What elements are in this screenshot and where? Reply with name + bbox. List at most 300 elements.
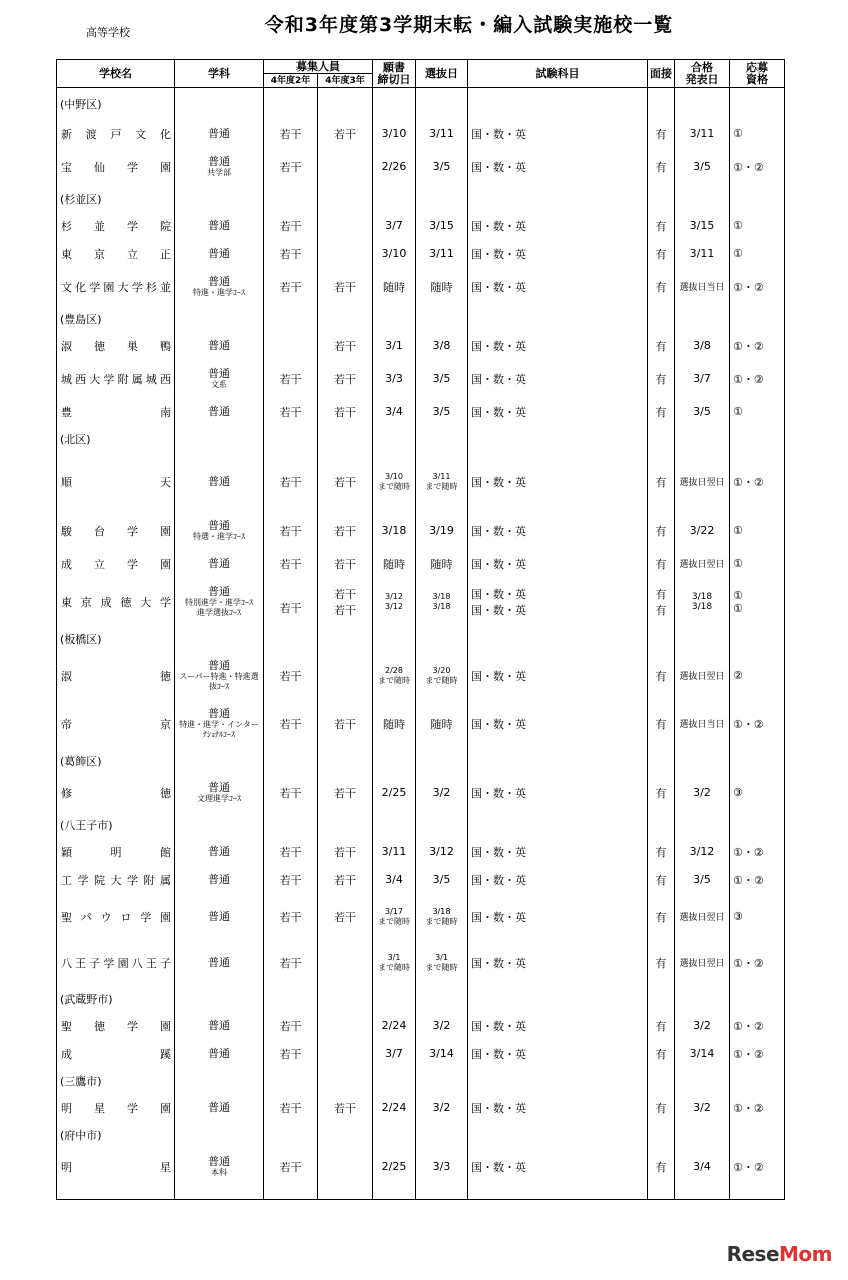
- exam-day: 3/15: [416, 212, 468, 240]
- subjects: 国・数・英: [468, 838, 648, 866]
- empty-cell: [468, 626, 648, 652]
- interview: 有 有: [648, 578, 675, 626]
- empty-cell: [468, 812, 648, 838]
- school-name-text: 工 学 院 大 学 附 属: [61, 873, 171, 887]
- subjects: 国・数・英: [468, 452, 648, 512]
- empty-cell: [648, 426, 675, 452]
- empty-cell: [318, 426, 373, 452]
- recruit-y2: 若干: [264, 212, 318, 240]
- school-row: [57, 838, 785, 866]
- empty-cell: [648, 748, 675, 774]
- deadline: 3/3: [373, 360, 416, 398]
- dept-cell: [175, 866, 264, 894]
- region-row: [57, 1122, 785, 1148]
- region-row: [57, 306, 785, 332]
- school-name-text: 駿 台 学 園: [61, 524, 171, 538]
- empty-cell: [373, 1068, 416, 1094]
- empty-cell: [264, 1068, 318, 1094]
- empty-cell: [648, 1122, 675, 1148]
- resemom-logo: [727, 1242, 832, 1266]
- recruit-y3: 若干: [318, 774, 373, 812]
- region-label: (三鷹市): [57, 1068, 175, 1094]
- school-row: [57, 1094, 785, 1122]
- empty-cell: [468, 1122, 648, 1148]
- exam-day: 3/11: [416, 120, 468, 148]
- result-date: 選抜日翌日: [675, 894, 730, 940]
- empty-cell: [416, 748, 468, 774]
- school-name-text: 順 天: [61, 475, 171, 489]
- subjects: 国・数・英: [468, 332, 648, 360]
- subjects: 国・数・英: [468, 240, 648, 268]
- deadline: 3/4: [373, 398, 416, 426]
- subjects: 国・数・英: [468, 652, 648, 700]
- result-date: 3/5: [675, 148, 730, 186]
- dept-cell: [175, 652, 264, 700]
- school-row: [57, 120, 785, 148]
- logo-accent: Mom: [779, 1242, 832, 1266]
- logo-main: Rese: [726, 1242, 780, 1266]
- recruit-y2: 若干: [264, 1094, 318, 1122]
- dept-main: 普通: [208, 584, 230, 598]
- deadline: 3/7: [373, 1040, 416, 1068]
- school-name-text: 八 王 子 学 園 八 王 子: [61, 956, 171, 970]
- interview: 有: [648, 332, 675, 360]
- school-name: [57, 240, 175, 268]
- school-row: [57, 398, 785, 426]
- exam-day: 随時: [416, 268, 468, 306]
- recruit-y3: 若干: [318, 360, 373, 398]
- school-name: [57, 452, 175, 512]
- recruit-y3: 若干: [318, 838, 373, 866]
- dept-cell: [175, 894, 264, 940]
- school-name-text: 成 立 学 園: [61, 557, 171, 571]
- deadline: 3/10: [373, 120, 416, 148]
- school-name: [57, 838, 175, 866]
- empty-cell: [416, 186, 468, 212]
- empty-cell: [318, 748, 373, 774]
- dept-main: 普通: [208, 246, 230, 260]
- col-recruit-y3: 4年度3年: [318, 74, 373, 88]
- empty-cell: [416, 986, 468, 1012]
- subjects: 国・数・英: [468, 866, 648, 894]
- col-recruit-y2: 4年度2年: [264, 74, 318, 88]
- empty-cell: [468, 1068, 648, 1094]
- dept-cell: [175, 1040, 264, 1068]
- school-row: [57, 1012, 785, 1040]
- dept-main: 普通: [208, 1100, 230, 1114]
- dept-main: 普通: [208, 909, 230, 923]
- dept-main: 普通: [208, 844, 230, 858]
- empty-cell: [730, 88, 785, 120]
- empty-cell: [675, 748, 730, 774]
- result-date: 3/7: [675, 360, 730, 398]
- school-name-text: 帝 京: [61, 717, 171, 731]
- qualification: ①・②: [730, 866, 785, 894]
- school-name: [57, 332, 175, 360]
- region-label: (北区): [57, 426, 175, 452]
- school-row: [57, 700, 785, 748]
- school-name-text: 聖 徳 学 園: [61, 1019, 171, 1033]
- empty-cell: [175, 1122, 264, 1148]
- region-row: [57, 812, 785, 838]
- recruit-y2: 若干: [264, 452, 318, 512]
- school-row: [57, 332, 785, 360]
- qualification: ①・②: [730, 1094, 785, 1122]
- region-label: (葛飾区): [57, 748, 175, 774]
- empty-cell: [416, 306, 468, 332]
- school-name-text: 城 西 大 学 附 属 城 西: [61, 372, 171, 386]
- qualification: ①・②: [730, 148, 785, 186]
- exam-day: 3/20 まで随時: [416, 652, 468, 700]
- result-date: 3/11: [675, 120, 730, 148]
- dept-cell: [175, 512, 264, 550]
- exam-day: 3/12: [416, 838, 468, 866]
- recruit-y2: 若干: [264, 700, 318, 748]
- recruit-y3: 若干: [318, 512, 373, 550]
- dept-cell: [175, 838, 264, 866]
- deadline: 2/24: [373, 1012, 416, 1040]
- empty-cell: [675, 186, 730, 212]
- empty-cell: [264, 1186, 318, 1200]
- result-date: 選抜日当日: [675, 700, 730, 748]
- empty-cell: [675, 306, 730, 332]
- result-date: 3/12: [675, 838, 730, 866]
- dept-course: 特選・進学ｺｰｽ: [193, 531, 245, 541]
- exam-day: 3/19: [416, 512, 468, 550]
- qualification: ①: [730, 240, 785, 268]
- interview: 有: [648, 894, 675, 940]
- empty-cell: [648, 1068, 675, 1094]
- empty-cell: [416, 812, 468, 838]
- interview: 有: [648, 700, 675, 748]
- school-name-text: 杉 並 学 院: [61, 219, 171, 233]
- dept-cell: [175, 1094, 264, 1122]
- interview: 有: [648, 120, 675, 148]
- recruit-y2: 若干: [264, 268, 318, 306]
- empty-cell: [468, 986, 648, 1012]
- interview: 有: [648, 452, 675, 512]
- empty-cell: [648, 88, 675, 120]
- empty-cell: [468, 88, 648, 120]
- recruit-y3: [318, 1012, 373, 1040]
- school-name-text: 東 京 成 徳 大 学: [61, 595, 171, 609]
- empty-cell: [730, 986, 785, 1012]
- empty-cell: [175, 186, 264, 212]
- recruit-y3: 若干: [318, 550, 373, 578]
- school-table: [56, 59, 785, 1200]
- dept-cell: [175, 578, 264, 626]
- result-date: 3/14: [675, 1040, 730, 1068]
- deadline: 2/25: [373, 774, 416, 812]
- region-label: (中野区): [57, 88, 175, 120]
- dept-course: 特進・進学ｺｰｽ: [193, 287, 245, 297]
- region-label: (豊島区): [57, 306, 175, 332]
- region-row: [57, 426, 785, 452]
- col-deadline: 願書 締切日: [373, 60, 416, 88]
- qualification: ①・②: [730, 268, 785, 306]
- dept-cell: [175, 240, 264, 268]
- deadline: 3/12 3/12: [373, 578, 416, 626]
- recruit-y2: 若干: [264, 512, 318, 550]
- recruit-y3: 若干: [318, 332, 373, 360]
- empty-cell: [648, 1186, 675, 1200]
- empty-cell: [675, 1186, 730, 1200]
- empty-cell: [648, 986, 675, 1012]
- school-name-text: 新 渡 戸 文 化: [61, 127, 171, 141]
- empty-cell: [468, 426, 648, 452]
- empty-cell: [373, 1186, 416, 1200]
- recruit-y2: 若干: [264, 1012, 318, 1040]
- school-name: [57, 940, 175, 986]
- interview: 有: [648, 1012, 675, 1040]
- table-end-spacer: [57, 1186, 785, 1200]
- recruit-y3: [318, 1148, 373, 1186]
- empty-cell: [648, 186, 675, 212]
- dept-course: 特進・進学・インター: [179, 719, 259, 729]
- dept-main: 普通: [208, 518, 230, 532]
- interview: 有: [648, 940, 675, 986]
- dept-cell: [175, 940, 264, 986]
- school-name: [57, 512, 175, 550]
- col-exam-day: 選抜日: [416, 60, 468, 88]
- recruit-y2: 若干: [264, 940, 318, 986]
- empty-cell: [373, 306, 416, 332]
- page-title: [0, 10, 848, 37]
- exam-day: 3/5: [416, 148, 468, 186]
- recruit-y3: [318, 1040, 373, 1068]
- qualification: ①・②: [730, 838, 785, 866]
- school-row: [57, 268, 785, 306]
- school-name-text: 明 星 学 園: [61, 1101, 171, 1115]
- recruit-y3: 若干: [318, 866, 373, 894]
- qualification: ①: [730, 212, 785, 240]
- recruit-y3: 若干: [318, 894, 373, 940]
- recruit-y2: [264, 332, 318, 360]
- empty-cell: [373, 626, 416, 652]
- interview: 有: [648, 398, 675, 426]
- recruit-y2: 若干: [264, 774, 318, 812]
- deadline: 2/28 まで随時: [373, 652, 416, 700]
- interview: 有: [648, 360, 675, 398]
- exam-day: 3/3: [416, 1148, 468, 1186]
- school-row: [57, 894, 785, 940]
- subjects: 国・数・英: [468, 268, 648, 306]
- school-name-text: 淑 徳: [61, 669, 171, 683]
- empty-cell: [730, 626, 785, 652]
- recruit-y3: 若干: [318, 700, 373, 748]
- exam-day: 3/1 まで随時: [416, 940, 468, 986]
- subjects: 国・数・英: [468, 148, 648, 186]
- region-row: [57, 186, 785, 212]
- school-name: [57, 550, 175, 578]
- recruit-y2: 若干: [264, 866, 318, 894]
- school-name: [57, 700, 175, 748]
- dept-cell: [175, 1012, 264, 1040]
- dept-main: 普通: [208, 474, 230, 488]
- empty-cell: [175, 1186, 264, 1200]
- school-name: [57, 1148, 175, 1186]
- school-name: [57, 360, 175, 398]
- school-name: [57, 894, 175, 940]
- qualification: ①・②: [730, 1012, 785, 1040]
- result-date: 3/4: [675, 1148, 730, 1186]
- dept-course: 本科: [211, 1167, 227, 1177]
- empty-cell: [175, 748, 264, 774]
- deadline: 3/11: [373, 838, 416, 866]
- header-left-label: 高等学校: [86, 26, 130, 39]
- deadline: 3/18: [373, 512, 416, 550]
- empty-cell: [318, 1186, 373, 1200]
- dept-main: 普通: [208, 780, 230, 794]
- school-row: [57, 512, 785, 550]
- school-row: [57, 1040, 785, 1068]
- qualification: ①・②: [730, 700, 785, 748]
- dept-main: 普通: [208, 274, 230, 288]
- empty-cell: [318, 626, 373, 652]
- recruit-y3: [318, 212, 373, 240]
- empty-cell: [318, 306, 373, 332]
- empty-cell: [416, 1186, 468, 1200]
- deadline: 3/1 まで随時: [373, 940, 416, 986]
- recruit-y2: 若干: [264, 398, 318, 426]
- interview: 有: [648, 1040, 675, 1068]
- empty-cell: [416, 426, 468, 452]
- empty-cell: [264, 1122, 318, 1148]
- school-name: [57, 1094, 175, 1122]
- result-date: 選抜日翌日: [675, 550, 730, 578]
- empty-cell: [648, 812, 675, 838]
- interview: 有: [648, 148, 675, 186]
- empty-cell: [675, 1122, 730, 1148]
- qualification: ①・②: [730, 940, 785, 986]
- empty-cell: [175, 88, 264, 120]
- school-name: [57, 120, 175, 148]
- qualification: ①: [730, 120, 785, 148]
- school-name: [57, 774, 175, 812]
- deadline: 随時: [373, 550, 416, 578]
- school-name: [57, 212, 175, 240]
- empty-cell: [730, 748, 785, 774]
- region-row: [57, 88, 785, 120]
- school-name: [57, 652, 175, 700]
- recruit-y3: 若干: [318, 268, 373, 306]
- recruit-y2: 若干: [264, 550, 318, 578]
- dept-cell: [175, 360, 264, 398]
- empty-cell: [318, 986, 373, 1012]
- subjects: 国・数・英: [468, 512, 648, 550]
- empty-cell: [373, 426, 416, 452]
- col-qual: 応募 資格: [730, 60, 785, 88]
- dept-course: ﾅｼｮﾅﾙｺｰｽ: [203, 729, 235, 739]
- empty-cell: [175, 986, 264, 1012]
- subjects: 国・数・英: [468, 398, 648, 426]
- empty-cell: [416, 626, 468, 652]
- deadline: 随時: [373, 700, 416, 748]
- exam-day: 3/5: [416, 866, 468, 894]
- dept-main: 普通: [208, 1046, 230, 1060]
- school-name-text: 修 徳: [61, 786, 171, 800]
- subjects: 国・数・英: [468, 1040, 648, 1068]
- region-row: [57, 1068, 785, 1094]
- interview: 有: [648, 866, 675, 894]
- recruit-y2: 若干: [264, 148, 318, 186]
- empty-cell: [175, 306, 264, 332]
- qualification: ③: [730, 774, 785, 812]
- empty-cell: [675, 426, 730, 452]
- dept-main: 普通: [208, 338, 230, 352]
- school-name-text: 東 京 立 正: [61, 247, 171, 261]
- empty-cell: [175, 626, 264, 652]
- empty-cell: [373, 986, 416, 1012]
- recruit-y3: 若干: [318, 452, 373, 512]
- dept-course: 文理進学ｺｰｽ: [197, 793, 241, 803]
- school-name: [57, 268, 175, 306]
- school-row: [57, 866, 785, 894]
- deadline: 3/7: [373, 212, 416, 240]
- empty-cell: [468, 306, 648, 332]
- school-name: [57, 578, 175, 626]
- exam-day: 3/8: [416, 332, 468, 360]
- result-date: 3/18 3/18: [675, 578, 730, 626]
- empty-cell: [175, 812, 264, 838]
- exam-day: 3/11 まで随時: [416, 452, 468, 512]
- empty-cell: [416, 88, 468, 120]
- empty-cell: [675, 88, 730, 120]
- dept-main: 普通: [208, 1018, 230, 1032]
- result-date: 選抜日翌日: [675, 652, 730, 700]
- exam-day: 随時: [416, 550, 468, 578]
- empty-cell: [675, 1068, 730, 1094]
- subjects: 国・数・英: [468, 1148, 648, 1186]
- recruit-y2: 若干: [264, 1040, 318, 1068]
- school-name-text: 明 星: [61, 1160, 171, 1174]
- result-date: 3/11: [675, 240, 730, 268]
- school-row: [57, 652, 785, 700]
- empty-cell: [264, 626, 318, 652]
- subjects: 国・数・英: [468, 894, 648, 940]
- dept-main: 普通: [208, 706, 230, 720]
- subjects: 国・数・英: [468, 1094, 648, 1122]
- school-name-text: 穎 明 館: [61, 845, 171, 859]
- empty-cell: [675, 812, 730, 838]
- dept-main: 普通: [208, 1154, 230, 1168]
- interview: 有: [648, 774, 675, 812]
- school-name: [57, 866, 175, 894]
- empty-cell: [318, 1068, 373, 1094]
- school-row: [57, 940, 785, 986]
- empty-cell: [264, 88, 318, 120]
- subjects: 国・数・英: [468, 212, 648, 240]
- subjects: 国・数・英: [468, 940, 648, 986]
- exam-day: 3/5: [416, 398, 468, 426]
- school-name-text: 宝 仙 学 園: [61, 160, 171, 174]
- interview: 有: [648, 1094, 675, 1122]
- empty-cell: [318, 88, 373, 120]
- recruit-y3: 若干: [318, 398, 373, 426]
- recruit-y2: 若干: [264, 894, 318, 940]
- qualification: ①・②: [730, 452, 785, 512]
- school-row: [57, 1148, 785, 1186]
- col-interview: 面接: [648, 60, 675, 88]
- empty-cell: [730, 186, 785, 212]
- dept-cell: [175, 148, 264, 186]
- recruit-y3: [318, 148, 373, 186]
- recruit-y2: 若干: [264, 1148, 318, 1186]
- exam-day: 随時: [416, 700, 468, 748]
- recruit-y2: 若干: [264, 578, 318, 626]
- exam-day: 3/5: [416, 360, 468, 398]
- recruit-y3: 若干: [318, 120, 373, 148]
